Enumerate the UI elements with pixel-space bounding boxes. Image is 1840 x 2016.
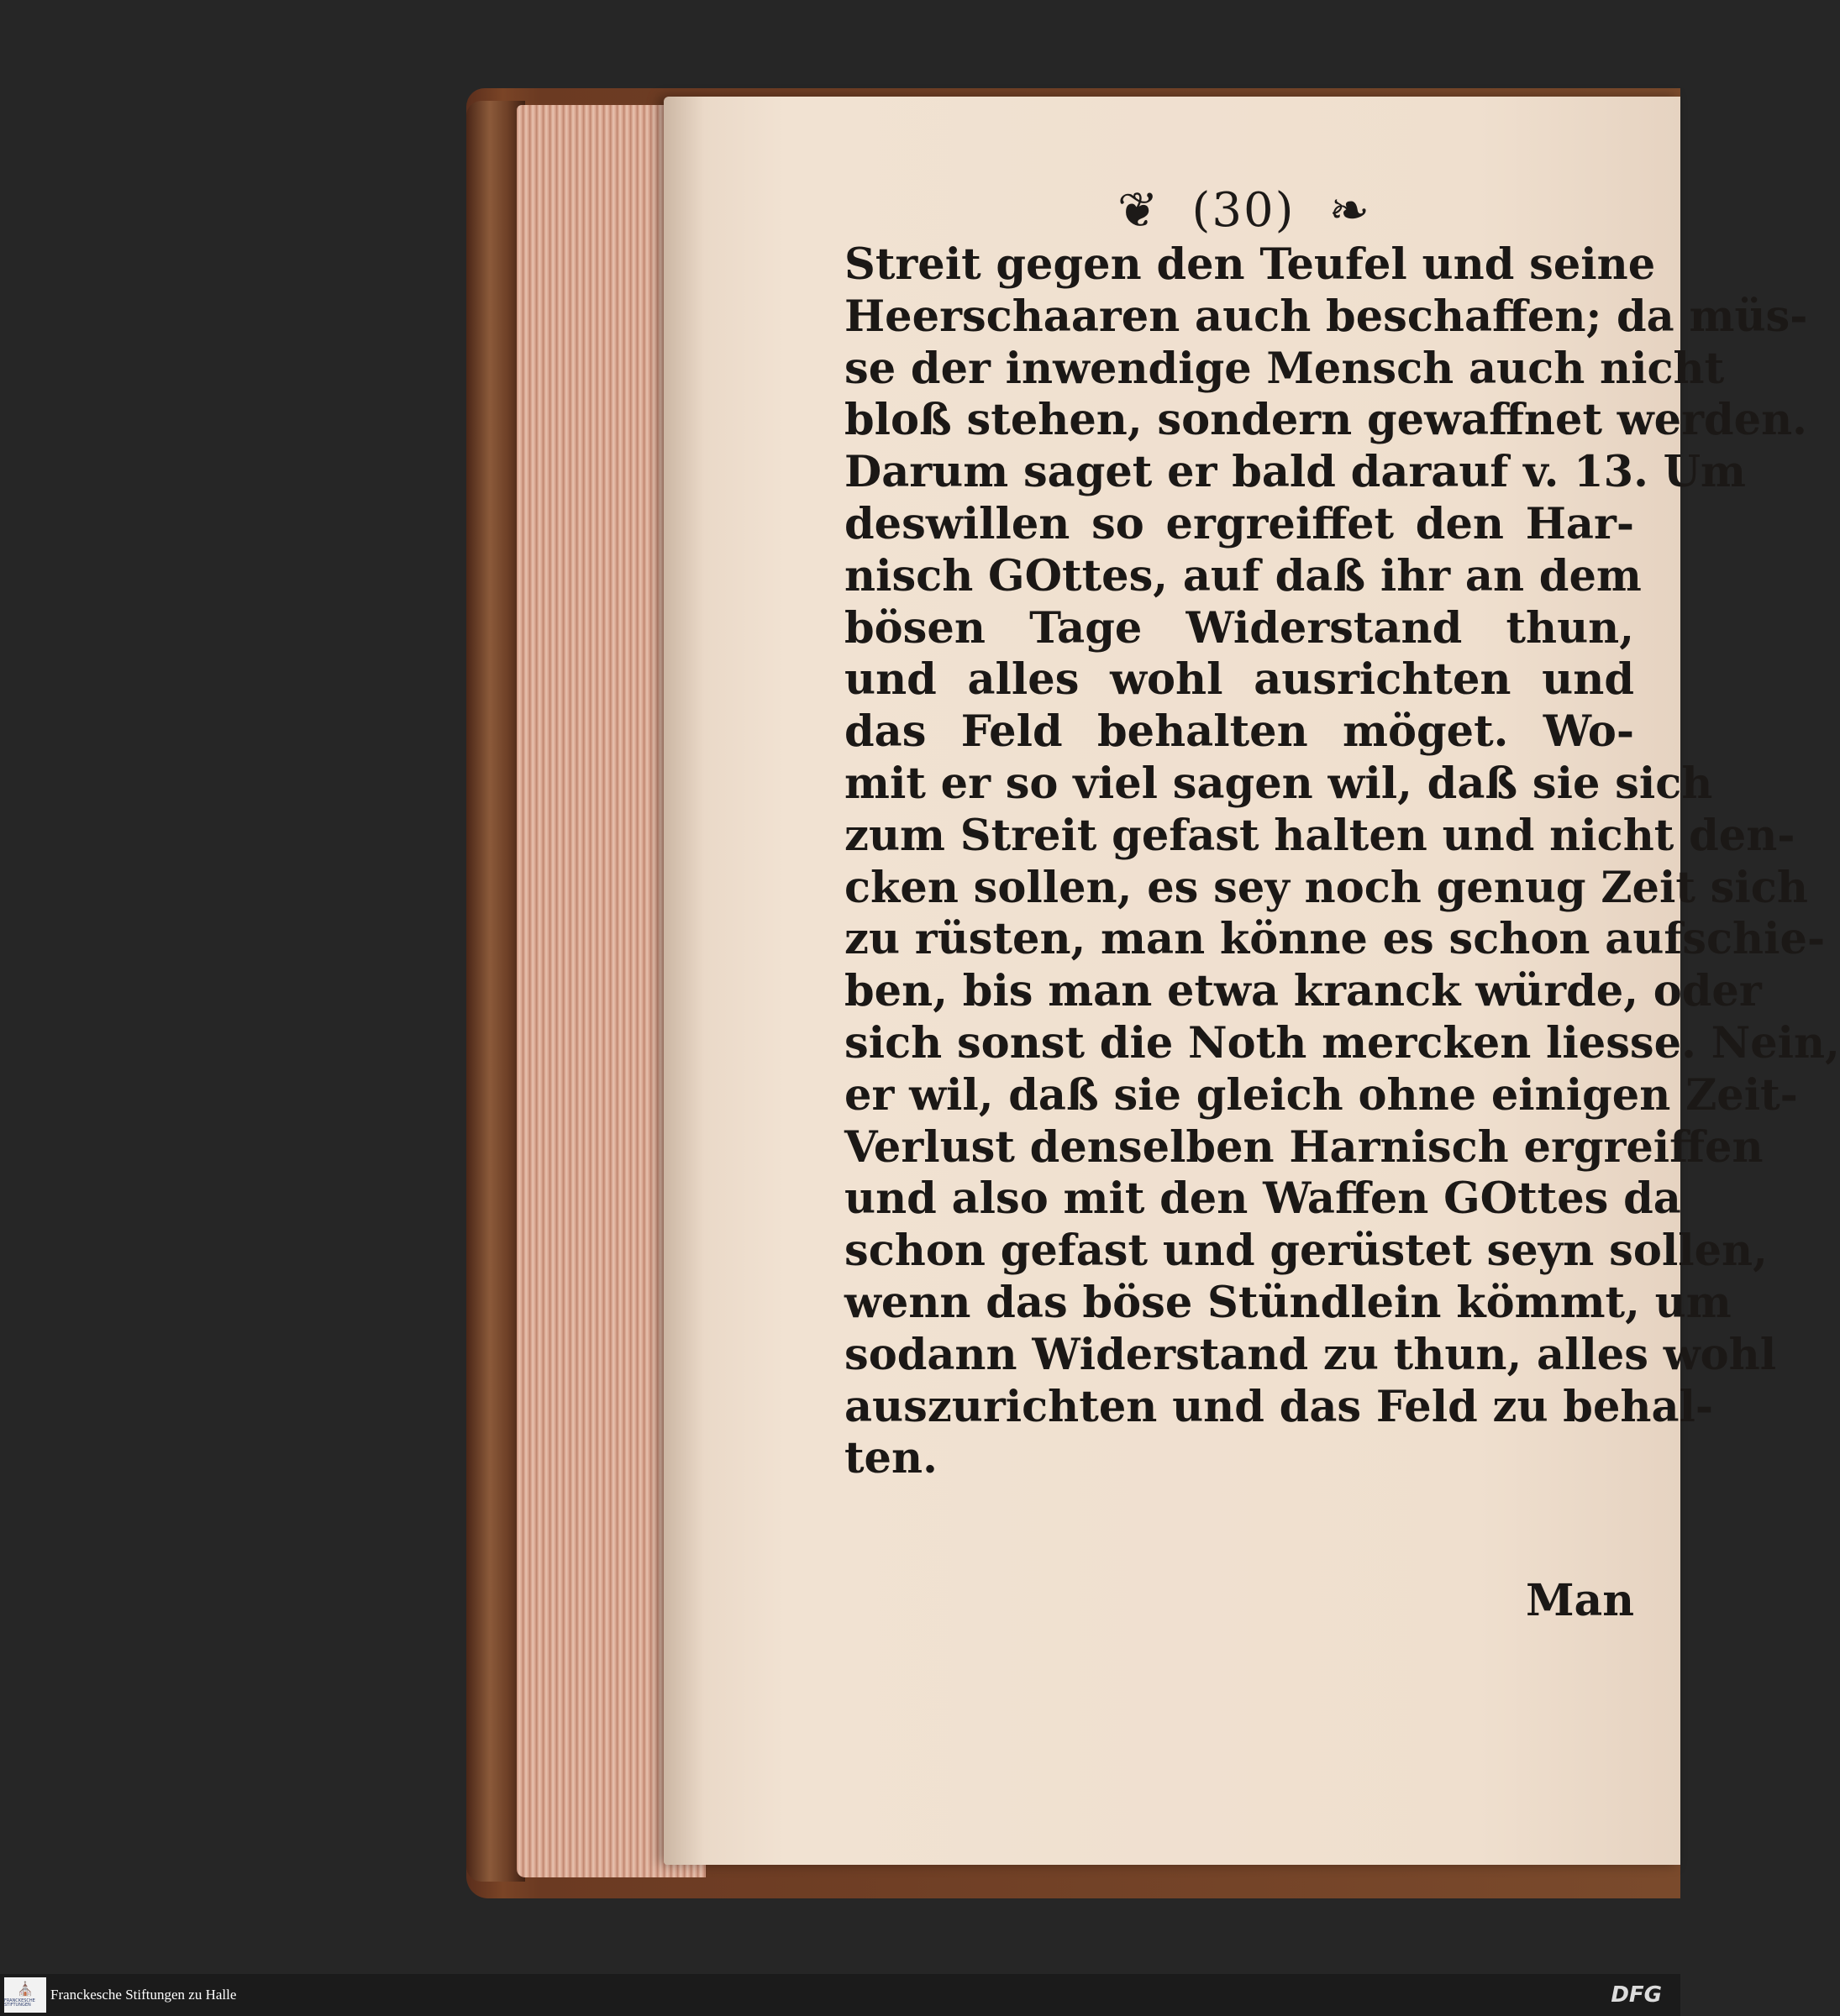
text-line: bloß stehen, sondern gewaffnet werden. <box>844 395 1807 446</box>
text-line: ten. <box>844 1433 938 1484</box>
logo-text: FRANCKESCHE STIFTUNGEN <box>4 1998 35 2008</box>
text-line: deswillen so ergreiffet den Har- <box>844 498 1634 549</box>
text-line: nisch GOttes, auf daß ihr an dem <box>844 550 1642 601</box>
page-header <box>1054 181 1433 239</box>
text-line: sodann Widerstand zu thun, alles wohl <box>844 1329 1777 1380</box>
viewer-footer <box>0 1974 1680 2016</box>
catchword: Man <box>1525 1575 1634 1626</box>
text-line: cken sollen, es sey noch genug Zeit sich <box>844 862 1808 913</box>
text-line: bösen Tage Widerstand thun, <box>844 602 1634 654</box>
page-number: (30) <box>1191 182 1296 238</box>
text-line: Verlust denselben Harnisch ergreiffen <box>844 1121 1764 1173</box>
ornament-left-icon: ❦ <box>1117 181 1159 239</box>
text-line: Darum saget er bald darauf v. 13. Um <box>844 447 1747 498</box>
text-line: zum Streit gefast halten und nicht den- <box>844 810 1795 861</box>
text-line: und also mit den Waffen GOttes da <box>844 1173 1681 1225</box>
building-icon: ⛪ <box>17 1982 34 1997</box>
text-line: Heerschaaren auch beschaffen; da müs- <box>844 291 1808 342</box>
institution-name[interactable]: Franckesche Stiftungen zu Halle <box>50 1987 237 2003</box>
institution-logo[interactable] <box>4 1977 46 2013</box>
text-line: das Feld behalten möget. Wo- <box>844 706 1634 758</box>
text-line: auszurichten und das Feld zu behal- <box>844 1381 1714 1432</box>
body-text <box>844 239 1840 1485</box>
text-line: ben, bis man etwa kranck würde, oder <box>844 966 1762 1017</box>
text-line: er wil, daß sie gleich ohne einigen Zeit- <box>844 1069 1798 1121</box>
ornament-right-icon: ❧ <box>1328 181 1370 239</box>
dfg-logo[interactable]: DFG <box>1611 1982 1662 2008</box>
text-line: mit er so viel sagen wil, daß sie sich <box>844 758 1713 809</box>
text-line: sich sonst die Noth mercken liesse. Nein, <box>844 1017 1840 1068</box>
text-line: se der inwendige Mensch auch nicht <box>844 343 1725 394</box>
text-line: und alles wohl ausrichten und <box>844 654 1634 706</box>
text-line: zu rüsten, man könne es schon aufschie- <box>844 914 1826 965</box>
text-line: wenn das böse Stündlein kömmt, um <box>844 1277 1732 1328</box>
text-line: schon gefast und gerüstet seyn sollen, <box>844 1226 1768 1277</box>
text-line: Streit gegen den Teufel und seine <box>844 239 1656 290</box>
